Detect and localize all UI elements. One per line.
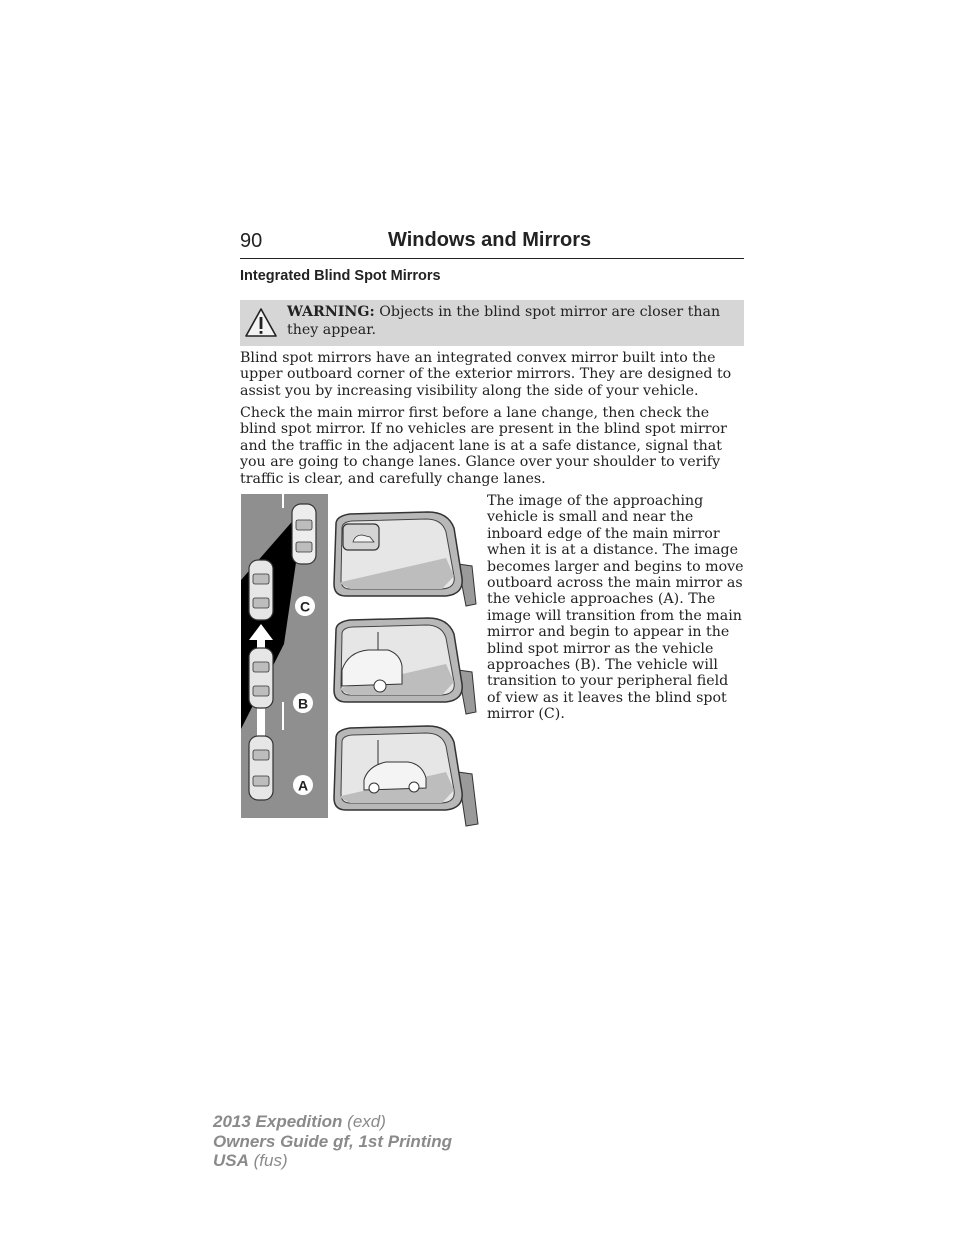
footer-model: 2013 Expedition	[213, 1112, 343, 1131]
footer-line-1	[213, 1112, 452, 1132]
figure-label-b: B	[297, 695, 309, 712]
warning-message: Objects in the blind spot mirror are closer than they appear.	[287, 304, 721, 338]
page-footer	[213, 1112, 452, 1171]
section-title: Integrated Blind Spot Mirrors	[240, 268, 441, 284]
figure-label-c: C	[299, 598, 311, 615]
own-car-position-b-icon	[249, 648, 273, 708]
mirror-view-b	[334, 618, 476, 714]
paragraph-lane-change: Check the main mirror first before a lane change, then check the blind spot mirror. If no vehicles are present in the blind spot mirror and the traffic in the adjacent lane is at a safe distance, signal that you are going to change lanes. Glance over your shoulder to verify traffic is clear, and carefully change lanes.	[240, 405, 727, 487]
warning-triangle-icon	[244, 307, 278, 339]
blind-spot-mirror-illustration	[240, 494, 480, 829]
own-car-position-a-icon	[249, 736, 273, 800]
page-number: 90	[240, 230, 263, 252]
paragraph-intro: Blind spot mirrors have an integrated convex mirror built into the upper outboard corner of the exterior mirrors. They are designed to assist you by increasing visibility along the side of your vehicle.	[240, 350, 732, 399]
footer-line-3	[213, 1151, 452, 1171]
mirror-view-a	[334, 726, 478, 826]
approaching-car-icon	[292, 504, 316, 564]
footer-region: USA	[213, 1151, 249, 1170]
footer-line-2: Owners Guide gf, 1st Printing	[213, 1131, 452, 1151]
footer-region-code: (fus)	[248, 1151, 288, 1170]
warning-label: WARNING:	[287, 304, 375, 320]
own-car-position-c-icon	[249, 560, 273, 620]
paragraph-approaching-vehicle: The image of the approaching vehicle is small and near the inboard edge of the main mirror when it is at a distance. The image becomes larger and begins to move outboard across the main mirror as the vehicle approaches (A). The image will transition from the main mirror and begin to appear in the blind spot mirror as the vehicle approaches (B). The vehicle will transition to your peripheral field of view as it leaves the blind spot mirror (C).	[487, 493, 744, 723]
warning-text	[287, 303, 739, 339]
footer-model-code: (exd)	[342, 1112, 386, 1131]
chapter-title: Windows and Mirrors	[388, 229, 592, 251]
warning-box	[240, 300, 744, 346]
page-header	[240, 228, 744, 259]
mirror-view-c	[334, 512, 476, 606]
figure-label-a: A	[297, 777, 309, 794]
